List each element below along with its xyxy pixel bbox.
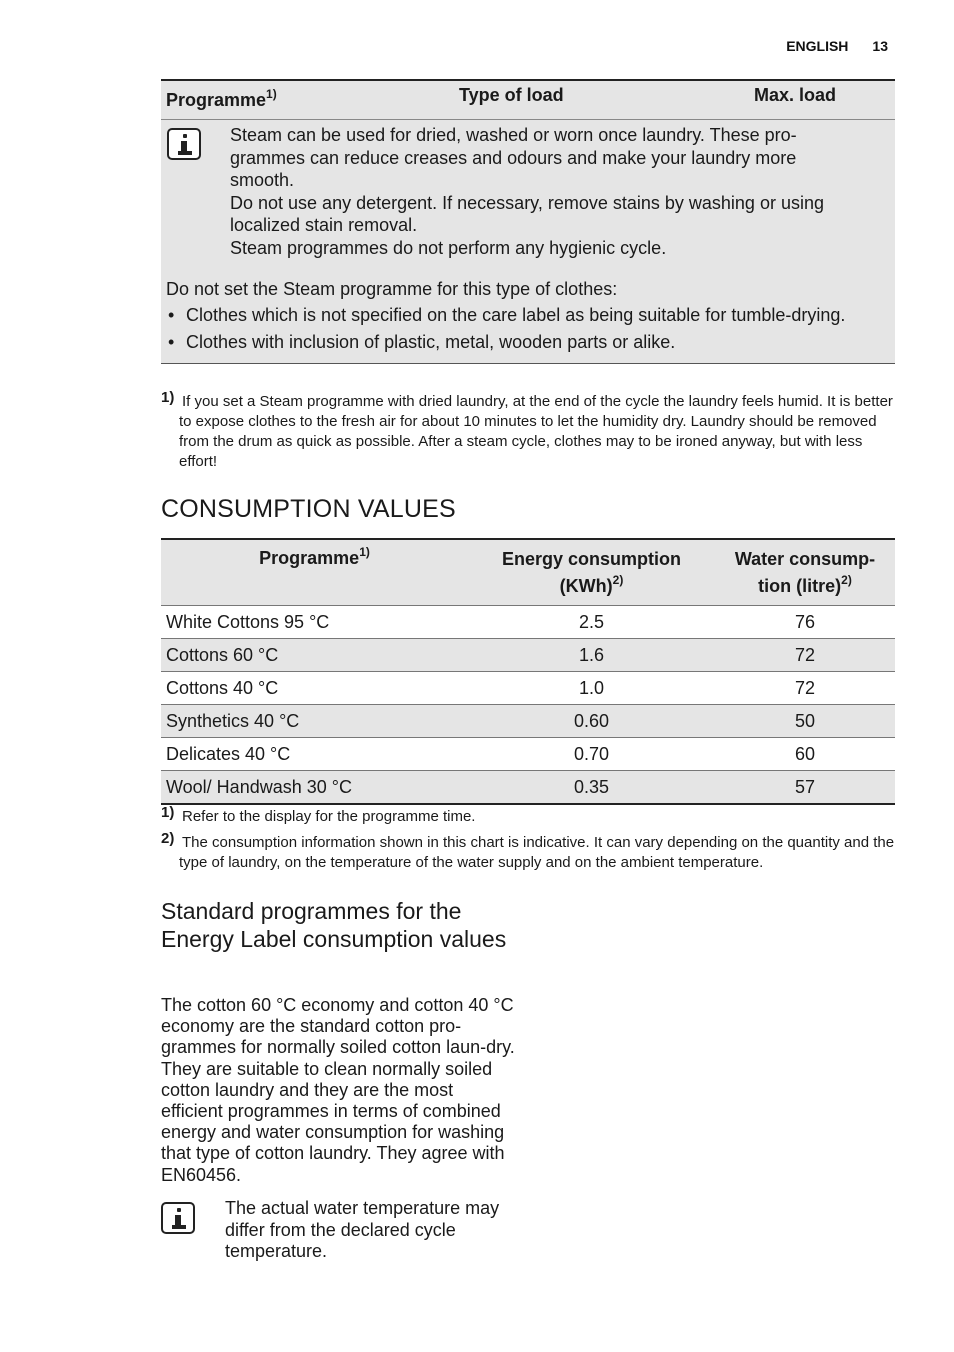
footnote-ref: 2) [612, 572, 624, 587]
water-cell: 57 [715, 771, 895, 805]
note-line: grammes can reduce creases and odours and make your laundry more [230, 147, 797, 168]
steam-programme-table [161, 79, 895, 364]
note-line: Do not use any detergent. If necessary, remove stains by washing or using [230, 192, 824, 213]
footnote [161, 804, 897, 829]
footnote-ref: 1) [359, 545, 370, 559]
water-cell: 60 [715, 738, 895, 771]
footnote [161, 830, 897, 895]
warning-list [166, 304, 889, 353]
footnote-mark: 1) [161, 804, 175, 821]
column-header-programme: Programme$^{1)}$ [161, 539, 468, 606]
table-header-row [161, 81, 895, 120]
table-row [161, 606, 895, 639]
info-icon [167, 128, 201, 160]
column-header-max-load: Max. load [754, 85, 837, 105]
warning-block [161, 260, 895, 364]
section-heading: CONSUMPTION VALUES [161, 495, 456, 523]
note-line: Steam can be used for dried, washed or worn once laundry. These pro- [230, 125, 797, 145]
energy-cell: 1.6 [468, 639, 715, 672]
table-row [161, 672, 895, 705]
list-item: • Clothes which is not specified on the care label as being suitable for tumble-drying. [166, 304, 889, 327]
list-item: • Clothes with inclusion of plastic, metal, wooden parts or alike. [166, 331, 889, 354]
water-cell: 72 [715, 672, 895, 705]
water-cell: 76 [715, 606, 895, 639]
programme-cell: Cottons 60 °C [161, 639, 468, 672]
consumption-table [161, 538, 895, 805]
footnote-ref: 1) [266, 87, 277, 101]
energy-cell: 1.0 [468, 672, 715, 705]
energy-cell: 2.5 [468, 606, 715, 639]
energy-cell: 0.60 [468, 705, 715, 738]
note-line: smooth. [230, 170, 295, 191]
water-cell: 50 [715, 705, 895, 738]
note-line: localized stain removal. [230, 215, 418, 236]
water-cell: 72 [715, 639, 895, 672]
footnote-ref: 2) [841, 572, 852, 587]
footnote-mark: 1) [161, 389, 175, 406]
programme-cell: White Cottons 95 °C [161, 606, 468, 639]
programme-cell: Delicates 40 °C [161, 738, 468, 771]
standard-paragraph: The cotton 60 °C economy and cotton 40 °C economy are the standard cotton pro-grammes for normally soiled cotton laun-dry. They are suitable to clean normally soiled cotton laundry and they are the most efficient programmes in terms of combined energy and water consumption for washing that type of cotton laundry. They agree with EN60456. [161, 995, 515, 1185]
column-header-type-of-load: Type of load [459, 85, 564, 105]
warning-intro: Do not set the Steam programme for this type of clothes: [166, 278, 618, 299]
info-icon [161, 1202, 195, 1234]
page-number: 13 [872, 38, 888, 54]
column-header-water: Water consump- tion (litre)$^{2)}$ [715, 539, 895, 606]
energy-cell: 0.35 [468, 771, 715, 805]
subsection-heading: Standard programmes for the Energy Label consumption values [161, 898, 507, 952]
info-note [161, 120, 895, 260]
footnote-text: Refer to the display for the programme time. [182, 808, 476, 825]
note-text: The actual water temperature may differ from the declared cycle temperature. [225, 1198, 500, 1261]
footnote-text: If you set a Steam programme with dried laundry, at the end of the cycle the laundry feels humid. It is better to expose clothes to the fresh air for about 10 minutes to let the humidity dry. Laundry should be removed from the drum as quick as possible. After a steam cycle, clothes may to be ironed anyway, but with less effort! [179, 393, 893, 470]
programme-cell: Synthetics 40 °C [161, 705, 468, 738]
column-header-programme: Programme$^{1)}$ [166, 87, 277, 110]
table-row [161, 771, 895, 805]
page-header [786, 38, 888, 54]
footnote-mark: 2) [161, 830, 175, 847]
footnote [161, 389, 897, 474]
programme-cell: Cottons 40 °C [161, 672, 468, 705]
table-header-row [161, 539, 895, 606]
table-row [161, 738, 895, 771]
footnote-text: The consumption information shown in this chart is indicative. It can vary depending on the quantity and the type of laundry, on the temperature of the water supply and on the ambient temperature. [179, 834, 895, 871]
language-label: ENGLISH [786, 38, 849, 54]
programme-cell: Wool/ Handwash 30 °C [161, 771, 468, 805]
note-line: Steam programmes do not perform any hygienic cycle. [230, 237, 667, 258]
table-row [161, 705, 895, 738]
table-row [161, 639, 895, 672]
energy-cell: 0.70 [468, 738, 715, 771]
column-header-energy: Energy consumption (KWh)$^{2)}$ [468, 539, 715, 606]
